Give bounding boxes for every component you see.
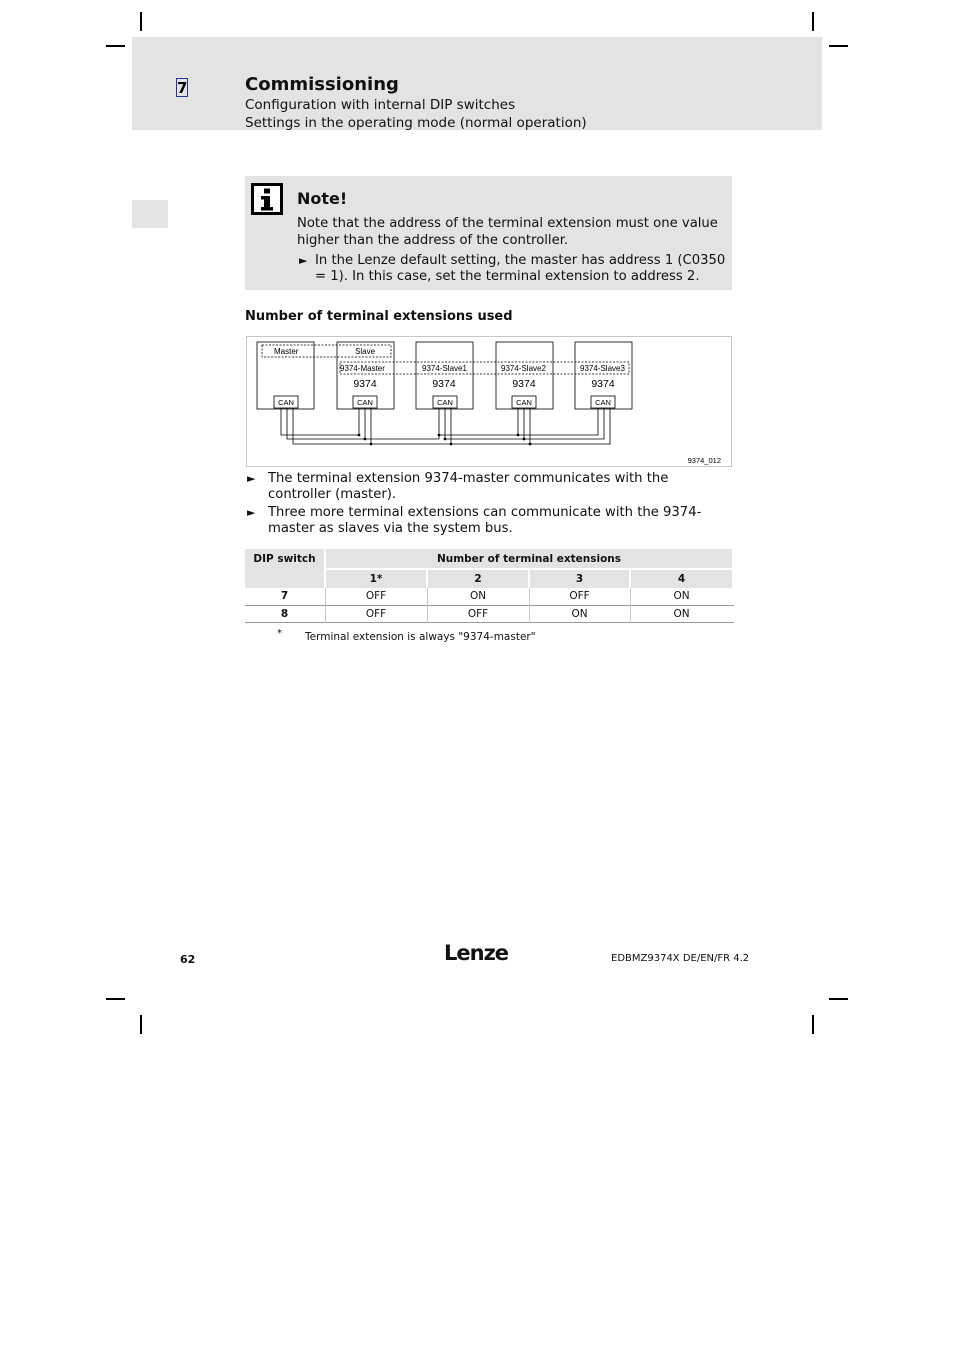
device-can-label: CAN	[516, 398, 532, 407]
table-cell: OFF	[569, 590, 590, 602]
master-label: Master	[274, 347, 299, 356]
triangle-right-icon: ►	[247, 506, 256, 519]
figure-id: 9374_012	[687, 456, 721, 465]
footnote-mark: *	[277, 628, 282, 639]
triangle-right-icon: ►	[247, 472, 256, 485]
page-number: 62	[180, 953, 196, 966]
crop-mark	[106, 998, 125, 1000]
table-cell: OFF	[467, 608, 489, 620]
device-can-label: CAN	[595, 398, 611, 407]
table-cell-switch: 7	[280, 590, 289, 602]
chapter-number: 7	[177, 79, 188, 97]
info-icon	[251, 183, 283, 215]
crop-mark	[140, 12, 142, 31]
table-cell: OFF	[365, 590, 387, 602]
chapter-side-tab	[132, 200, 168, 228]
note-title: Note!	[297, 189, 348, 208]
table-subheader: 4	[677, 573, 686, 585]
triangle-right-icon: ►	[299, 254, 308, 267]
table-rule	[245, 622, 734, 623]
table-cell: ON	[571, 608, 588, 620]
device-role-label: 9374-Slave2	[501, 364, 546, 373]
table-rule	[245, 605, 734, 606]
section-heading: Number of terminal extensions used	[245, 309, 513, 324]
crop-mark	[829, 998, 848, 1000]
crop-mark	[829, 45, 848, 47]
device-can-label: CAN	[437, 398, 453, 407]
note-text: Note that the address of the terminal extension must one value higher than the address of the controller.	[297, 216, 718, 248]
device-can-label: CAN	[357, 398, 373, 407]
device-model-label: 9374	[353, 378, 377, 390]
footnote-text: Terminal extension is always "9374-master"	[305, 631, 536, 643]
table-cell: ON	[673, 590, 690, 602]
bullet-text: The terminal extension 9374-master communicates with the controller (master).	[268, 471, 669, 502]
page-title: Commissioning	[245, 74, 399, 95]
table-subheader: 1*	[369, 573, 383, 585]
table-header-dip-switch: DIP switch	[253, 553, 316, 565]
note-bullet-text: In the Lenze default setting, the master has address 1 (C0350 = 1). In this case, set the terminal extension to address 2.	[315, 253, 726, 284]
crop-mark	[106, 45, 125, 47]
device-model-label: 9374	[512, 378, 536, 390]
controller-can-label: CAN	[278, 398, 294, 407]
system-bus-diagram	[246, 336, 732, 467]
bullet-text: Three more terminal extensions can communicate with the 9374-master as slaves via the system bus.	[268, 505, 702, 536]
device-model-label: 9374	[591, 378, 615, 390]
table-subheader: 3	[575, 573, 584, 585]
table-header-count: Number of terminal extensions	[436, 553, 622, 565]
document-id: EDBMZ9374X DE/EN/FR 4.2	[611, 953, 750, 964]
device-role-label: 9374-Slave1	[422, 364, 467, 373]
slave-label: Slave	[355, 347, 376, 356]
table-cell: OFF	[365, 608, 387, 620]
table-cell-switch: 8	[280, 608, 289, 620]
table-subheader: 2	[474, 573, 482, 585]
lenze-logo: Lenze	[444, 941, 509, 965]
device-role-label: 9374-Slave3	[580, 364, 625, 373]
table-cell: ON	[469, 590, 487, 602]
device-role-label: 9374-Master	[340, 364, 385, 373]
device-model-label: 9374	[432, 378, 456, 390]
crop-mark	[140, 1015, 142, 1034]
table-cell: ON	[673, 608, 690, 620]
crop-mark	[812, 12, 814, 31]
crop-mark	[812, 1015, 814, 1034]
page-subtitle-2: Settings in the operating mode (normal operation)	[245, 115, 587, 131]
page-subtitle-1: Configuration with internal DIP switches	[245, 97, 516, 113]
